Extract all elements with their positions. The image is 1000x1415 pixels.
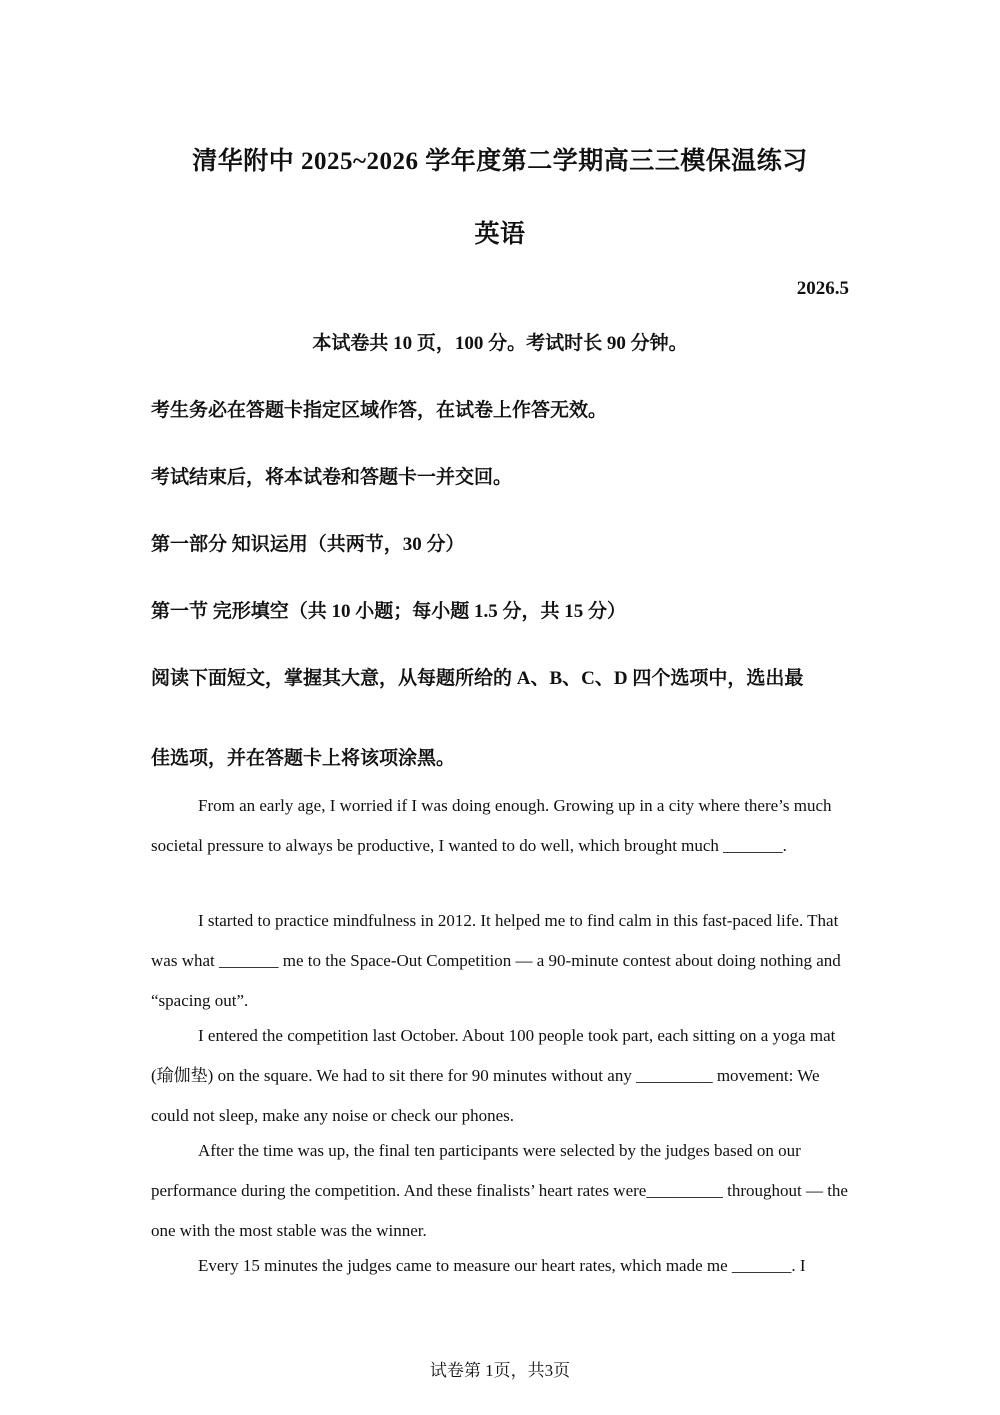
page-footer: 试卷第 1页，共3页 xyxy=(429,1361,571,1380)
passage-paragraph-1: From an early age, I worried if I was doing enough. Growing up in a city where there’s much societal pressure to always be productive, I wanted to do well, which brought much _______. xyxy=(151,796,832,855)
instruction-answer-area: 考生务必在答题卡指定区域作答，在试卷上作答无效。 xyxy=(151,400,608,421)
passage-paragraph-3: I entered the competition last October. About 100 people took part, each sitting on a yoga mat (瑜伽垫) on the square. We had to sit there for 90 minutes without any _________ movement: We could not sleep, make any noise or check our phones. xyxy=(151,1026,836,1125)
part-heading: 第一部分 知识运用（共两节，30 分） xyxy=(151,534,465,555)
passage-paragraph-5: Every 15 minutes the judges came to measure our heart rates, which made me _______. I xyxy=(198,1256,806,1275)
subsection-heading: 第一节 完形填空（共 10 小题；每小题 1.5 分，共 15 分） xyxy=(151,601,627,622)
instruction-hand-in: 考试结束后，将本试卷和答题卡一并交回。 xyxy=(151,467,513,488)
subject-title: 英语 xyxy=(474,221,526,248)
passage-paragraph-4: After the time was up, the final ten participants were selected by the judges based on our performance during the competition. And these finalists’ heart rates were_________ throughout — the one with the most stable was the winner. xyxy=(151,1141,848,1240)
directions-line-2: 佳选项，并在答题卡上将该项涂黑。 xyxy=(151,748,456,769)
exam-date: 2026.5 xyxy=(796,278,849,299)
exam-info: 本试卷共 10 页，100 分。考试时长 90 分钟。 xyxy=(312,333,688,354)
passage-paragraph-2: I started to practice mindfulness in 2012. It helped me to find calm in this fast-paced life. That was what _______ me to the Space-Out Competition — a 90-minute contest about doing nothing and “spacing out”. xyxy=(151,911,841,1010)
directions-line-1: 阅读下面短文，掌握其大意，从每题所给的 A、B、C、D 四个选项中，选出最 xyxy=(151,668,804,689)
exam-title: 清华附中 2025~2026 学年度第二学期高三三模保温练习 xyxy=(192,148,808,175)
